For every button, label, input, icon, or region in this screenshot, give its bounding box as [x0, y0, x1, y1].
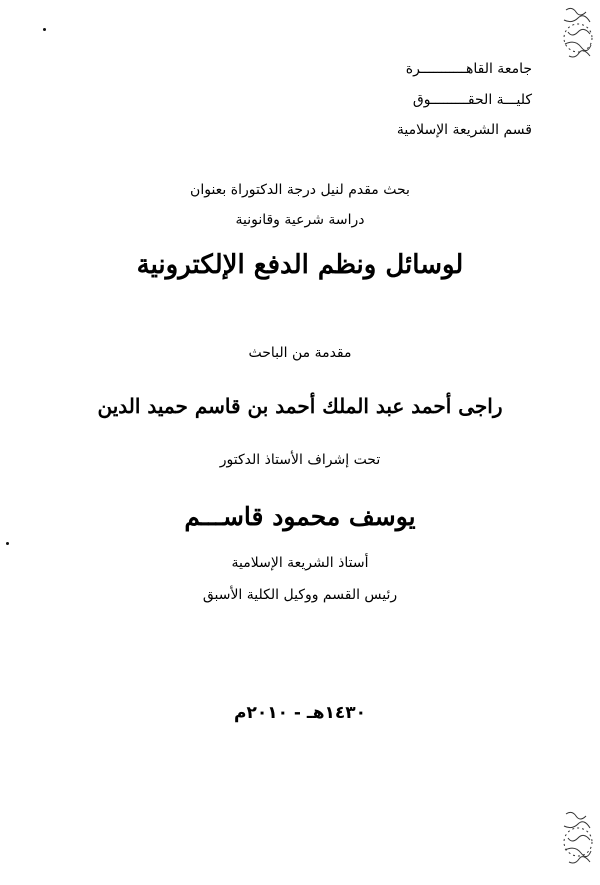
- thesis-title: لوسائل ونظم الدفع الإلكترونية: [136, 250, 464, 280]
- stamp-mark-bottom: [560, 806, 596, 876]
- date-line: ١٤٣٠هـ - ٢٠١٠م: [234, 703, 366, 723]
- supervisor-role: أستاذ الشريعة الإسلامية: [231, 555, 369, 571]
- department-name: قسم الشريعة الإسلامية: [396, 122, 532, 138]
- researcher-label: مقدمة من الباحث: [248, 345, 352, 361]
- stamp-mark-top: [560, 4, 596, 74]
- faculty-name: كليـــة الحقـــــــــوق: [412, 92, 532, 108]
- university-name: جامعة القاهـــــــــــرة: [405, 61, 532, 77]
- supervision-label: تحت إشراف الأستاذ الدكتور: [219, 452, 381, 468]
- scan-speck: [6, 542, 9, 545]
- study-type: دراسة شرعية وقانونية: [235, 212, 365, 228]
- researcher-name: راجى أحمد عبد الملك أحمد بن قاسم حميد الدين: [97, 394, 503, 418]
- scan-speck: [43, 28, 46, 31]
- supervisor-name: يوسف محمود قاســـم: [184, 502, 416, 531]
- supervisor-position: رئيس القسم ووكيل الكلية الأسبق: [202, 587, 398, 603]
- thesis-intro: بحث مقدم لنيل درجة الدكتوراة بعنوان: [190, 182, 410, 198]
